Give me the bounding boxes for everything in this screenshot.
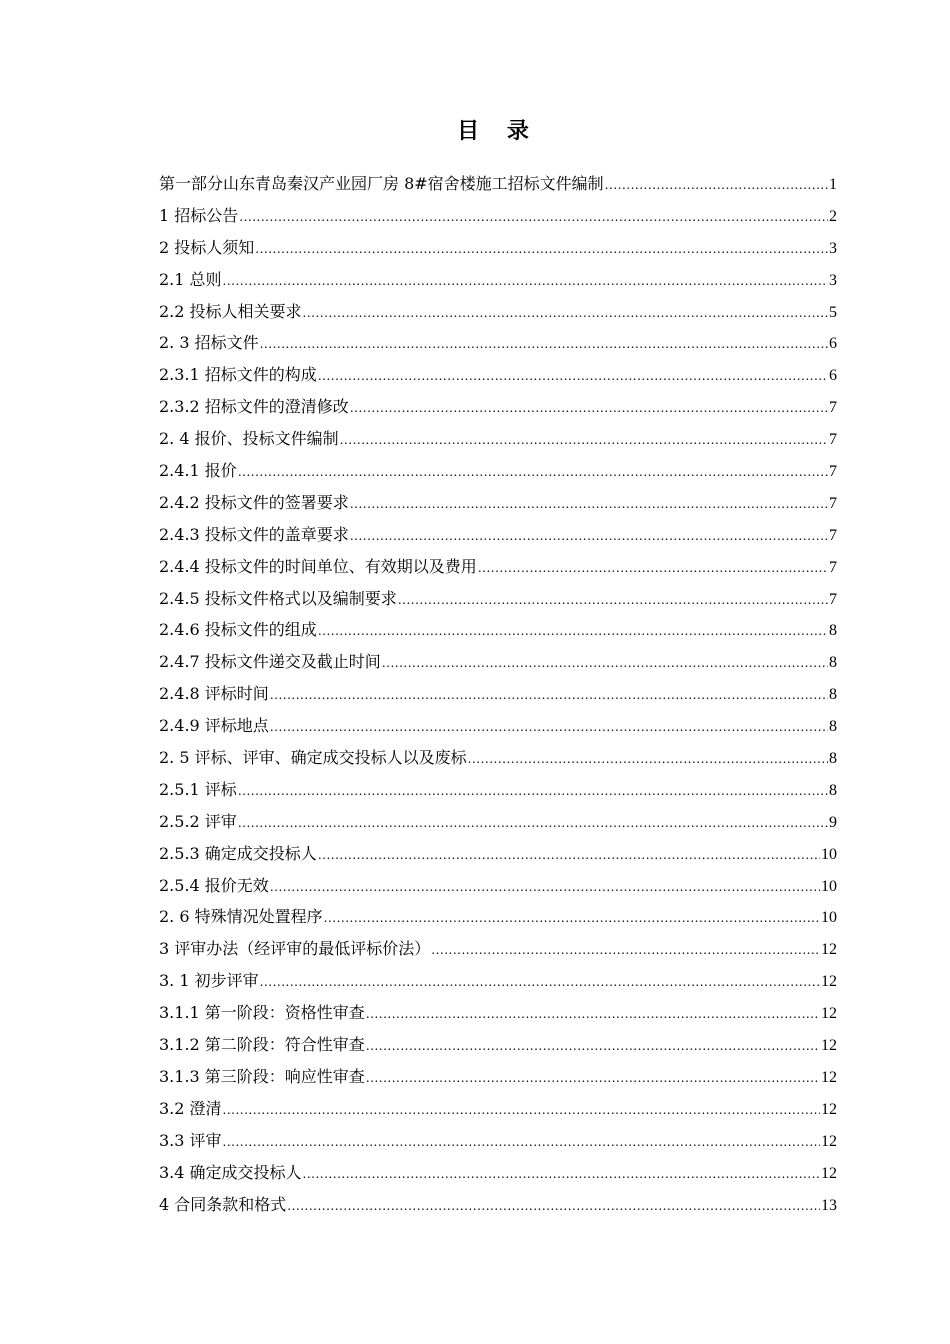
toc-dot-leader [350,393,828,425]
toc-entry[interactable] [159,519,837,551]
toc-entry[interactable] [159,901,837,933]
toc-list [159,168,837,1220]
toc-entry-text: 2.3.2 招标文件的澄清修改 [159,397,349,417]
toc-dot-leader [238,776,828,808]
toc-dot-leader [382,648,828,680]
toc-entry-text: 2.4.8 评标时间 [159,684,269,704]
toc-dot-leader [324,903,820,935]
toc-page-number: 7 [829,526,837,544]
toc-entry[interactable] [159,487,837,519]
toc-page-number: 12 [821,1068,837,1086]
toc-page-number: 13 [821,1196,837,1214]
toc-page-number: 8 [829,718,837,736]
toc-entry[interactable] [159,327,837,359]
toc-entry[interactable] [159,423,837,455]
toc-page-number: 10 [821,845,837,863]
toc-entry-text: 1 招标公告 [159,205,239,225]
toc-entry[interactable] [159,1061,837,1093]
toc-entry-text: 3. 1 初步评审 [159,971,259,991]
toc-entry[interactable] [159,264,837,296]
toc-entry[interactable] [159,1093,837,1125]
toc-page-number: 6 [829,335,837,353]
toc-entry-text: 2.3.1 招标文件的构成 [159,365,317,385]
toc-entry-text: 2.5.4 报价无效 [159,875,269,895]
toc-dot-leader [350,521,828,553]
toc-page-number: 8 [829,654,837,672]
toc-entry-text: 2.5.3 确定成交投标人 [159,843,317,863]
toc-entry[interactable] [159,742,837,774]
toc-entry[interactable] [159,168,837,200]
toc-entry-text: 2.4.3 投标文件的盖章要求 [159,524,349,544]
toc-dot-leader [260,967,820,999]
toc-entry-text: 2. 3 招标文件 [159,333,259,353]
toc-entry-text: 2.4.6 投标文件的组成 [159,620,317,640]
toc-dot-leader [238,457,828,489]
toc-dot-leader [223,1127,820,1159]
toc-page-number: 6 [829,367,837,385]
toc-entry-text: 2. 5 评标、评审、确定成交投标人以及废标 [159,748,467,768]
toc-entry-text: 2.4.2 投标文件的签署要求 [159,492,349,512]
toc-dot-leader [350,489,828,521]
toc-entry-text: 3.1.1 第一阶段：资格性审查 [159,1003,365,1023]
toc-page-number: 8 [829,781,837,799]
toc-dot-leader [478,553,828,585]
toc-dot-leader [270,712,828,744]
toc-page-number: 12 [821,1037,837,1055]
toc-page-number: 3 [829,239,837,257]
toc-entry-text: 2. 4 报价、投标文件编制 [159,429,339,449]
toc-page-number: 2 [829,207,837,225]
toc-page-number: 7 [829,590,837,608]
toc-page-number: 1 [829,176,837,193]
toc-entry-text: 3.4 确定成交投标人 [159,1162,302,1182]
toc-entry-text: 4 合同条款和格式 [159,1194,287,1214]
toc-entry-text: 2. 6 特殊情况处置程序 [159,907,323,927]
toc-dot-leader [260,329,828,361]
toc-dot-leader [270,872,820,904]
toc-entry[interactable] [159,870,837,902]
toc-dot-leader [398,585,828,617]
toc-entry-text: 3.3 评审 [159,1130,222,1150]
toc-entry[interactable] [159,933,837,965]
toc-dot-leader [318,840,820,872]
toc-dot-leader [366,999,820,1031]
toc-entry[interactable] [159,965,837,997]
toc-entry-text: 2.1 总则 [159,269,222,289]
toc-entry[interactable] [159,359,837,391]
toc-entry-text: 3 评审办法（经评审的最低评标价法） [159,939,431,959]
toc-entry-text: 3.1.3 第三阶段：响应性审查 [159,1066,365,1086]
toc-dot-leader [303,1159,820,1191]
toc-page-number: 3 [829,271,837,289]
toc-page-number: 8 [829,686,837,704]
toc-entry[interactable] [159,774,837,806]
toc-entry-text: 2.4.9 评标地点 [159,716,269,736]
toc-dot-leader [223,266,828,298]
toc-entry[interactable] [159,455,837,487]
toc-page-number: 8 [829,750,837,768]
toc-entry[interactable] [159,1029,837,1061]
toc-page-number: 10 [821,909,837,927]
toc-entry-text: 第一部分山东青岛秦汉产业园厂房 8#宿舍楼施工招标文件编制 [159,174,604,193]
toc-entry[interactable] [159,200,837,232]
toc-dot-leader [605,170,828,202]
toc-dot-leader [468,744,828,776]
toc-dot-leader [366,1031,820,1063]
toc-page-number: 8 [829,622,837,640]
toc-entry-text: 2.4.1 报价 [159,461,237,481]
toc-page-number: 12 [821,941,837,959]
toc-entry[interactable] [159,1189,837,1221]
toc-title: 目 录 [457,119,539,144]
toc-dot-leader [366,1063,820,1095]
toc-page-number: 9 [829,813,837,831]
toc-page-number: 10 [821,877,837,895]
toc-dot-leader [318,616,828,648]
toc-dot-leader [223,1095,820,1127]
toc-page-number: 12 [821,1132,837,1150]
toc-entry-text: 3.2 澄清 [159,1098,222,1118]
toc-dot-leader [340,425,828,457]
toc-entry[interactable] [159,551,837,583]
toc-entry[interactable] [159,1157,837,1189]
toc-entry[interactable] [159,232,837,264]
toc-dot-leader [431,935,820,967]
toc-entry[interactable] [159,997,837,1029]
toc-dot-leader [255,234,828,266]
toc-dot-leader [239,202,828,234]
toc-page-number: 12 [821,1164,837,1182]
toc-entry-text: 2.5.1 评标 [159,779,237,799]
toc-entry-text: 2.4.4 投标文件的时间单位、有效期以及费用 [159,556,477,576]
toc-entry[interactable] [159,1125,837,1157]
toc-page-number: 7 [829,463,837,481]
toc-entry[interactable] [159,614,837,646]
toc-page-number: 7 [829,494,837,512]
toc-dot-leader [238,808,828,840]
toc-entry[interactable] [159,710,837,742]
toc-page-number: 7 [829,558,837,576]
toc-page-number: 12 [821,1100,837,1118]
toc-entry-text: 2 投标人须知 [159,237,255,257]
toc-entry-text: 2.5.2 评审 [159,811,237,831]
toc-entry[interactable] [159,391,837,423]
toc-dot-leader [287,1191,820,1223]
toc-entry[interactable] [159,806,837,838]
toc-entry[interactable] [159,296,837,328]
toc-entry-text: 2.4.7 投标文件递交及截止时间 [159,652,381,672]
toc-dot-leader [318,361,828,393]
toc-page-number: 7 [829,399,837,417]
toc-page-number: 12 [821,973,837,991]
toc-page-number: 7 [829,431,837,449]
toc-page-number: 5 [829,303,837,321]
toc-entry-text: 2.2 投标人相关要求 [159,301,302,321]
toc-entry[interactable] [159,838,837,870]
toc-entry[interactable] [159,678,837,710]
toc-page-number: 12 [821,1005,837,1023]
toc-dot-leader [303,298,828,330]
toc-entry-text: 2.4.5 投标文件格式以及编制要求 [159,588,397,608]
toc-entry[interactable] [159,646,837,678]
toc-entry-text: 3.1.2 第二阶段：符合性审查 [159,1035,365,1055]
toc-dot-leader [270,680,828,712]
toc-entry[interactable] [159,583,837,615]
